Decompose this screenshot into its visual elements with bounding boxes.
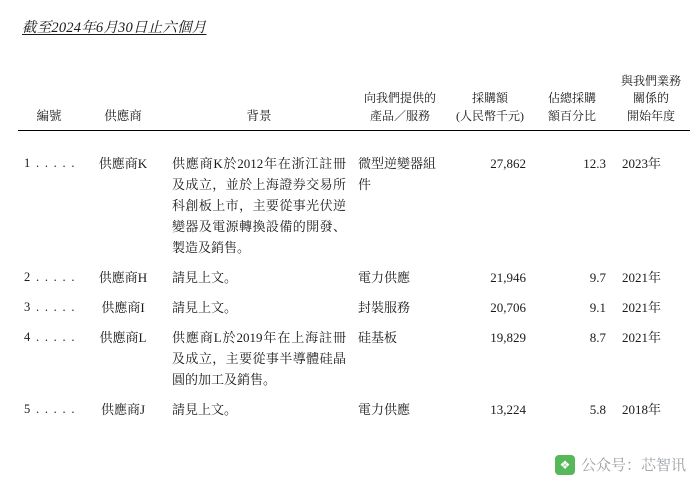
- row-amount: 19,829: [490, 330, 526, 346]
- table-row: [18, 322, 690, 394]
- column-header-product-line2: 產品／服務: [369, 108, 430, 123]
- row-product: 電力供應: [358, 270, 411, 286]
- table-row: [18, 262, 690, 292]
- table-header: [18, 41, 690, 131]
- row-year: 2023年: [622, 156, 662, 171]
- table-row: [18, 131, 690, 263]
- row-number: 4 . . . . .: [24, 330, 76, 345]
- row-product: 電力供應: [358, 402, 411, 418]
- table-body: [18, 131, 690, 425]
- row-supplier: 供應商L: [99, 330, 147, 346]
- row-background: 請見上文。: [172, 270, 238, 286]
- table-caption: [22, 16, 686, 37]
- column-header-relation-line3: 開始年度: [626, 108, 675, 123]
- table-caption-text: 截至2024年6月30日止六個月: [22, 20, 207, 36]
- row-year: 2021年: [622, 270, 662, 286]
- row-product: 封裝服務: [358, 300, 411, 316]
- table-row: [18, 394, 690, 424]
- row-supplier: 供應商K: [98, 156, 148, 171]
- column-header-percent: [532, 41, 612, 131]
- row-number: 3 . . . . .: [24, 300, 76, 315]
- column-header-supplier: 供應商: [80, 41, 166, 131]
- watermark: [551, 451, 690, 478]
- column-header-relation-line1: 與我們業務: [620, 73, 681, 88]
- wechat-logo-icon: ❖: [555, 455, 575, 475]
- row-year: 2021年: [622, 330, 662, 346]
- column-header-percent-line2: 額百分比: [547, 108, 596, 123]
- row-product: 硅基板: [358, 330, 398, 346]
- column-header-product: [352, 41, 448, 131]
- row-supplier: 供應商J: [100, 402, 146, 418]
- row-percent: 9.7: [589, 270, 606, 286]
- row-background: 請見上文。: [172, 300, 238, 316]
- column-header-background: 背景: [166, 41, 352, 131]
- row-percent: 9.1: [589, 300, 606, 316]
- row-percent: 8.7: [589, 330, 606, 346]
- row-amount: 27,862: [490, 156, 526, 171]
- watermark-label: 公众号：芯智讯: [580, 457, 686, 474]
- row-number: 2 . . . . .: [24, 270, 76, 285]
- row-percent: 5.8: [589, 402, 606, 418]
- row-background: 請見上文。: [172, 402, 238, 418]
- row-amount: 13,224: [490, 402, 526, 418]
- column-header-amount: [448, 41, 532, 131]
- supplier-purchase-table: [18, 41, 690, 425]
- row-background: 供應商L於2019年在上海註冊及成立，主要從事半導體硅晶圓的加工及銷售。: [172, 330, 346, 388]
- row-supplier: 供應商H: [98, 270, 148, 286]
- column-header-relation-year: [612, 41, 690, 131]
- row-percent: 12.3: [583, 156, 606, 171]
- row-year: 2018年: [622, 402, 662, 418]
- column-header-relation-line2: 關係的: [632, 91, 669, 106]
- row-background: 供應商K於2012年在浙江註冊及成立，並於上海證券交易所科創板上市，主要從事光伏逆變器及電源轉換設備的開發、製造及銷售。: [172, 156, 346, 256]
- row-product: 微型逆變器組件: [358, 156, 437, 193]
- row-number: 5 . . . . .: [24, 402, 76, 417]
- column-header-no: 編號: [18, 41, 80, 131]
- column-header-amount-line1: 採購額: [471, 91, 508, 106]
- row-amount: 20,706: [490, 300, 526, 316]
- table-row: [18, 292, 690, 322]
- column-header-amount-unit: (人民幣千元): [456, 108, 524, 123]
- row-supplier: 供應商I: [101, 300, 145, 316]
- row-number: 1 . . . . .: [24, 156, 76, 170]
- row-amount: 21,946: [490, 270, 526, 286]
- column-header-percent-line1: 佔總採購: [547, 91, 596, 106]
- column-header-product-line1: 向我們提供的: [363, 91, 436, 106]
- row-year: 2021年: [622, 300, 662, 316]
